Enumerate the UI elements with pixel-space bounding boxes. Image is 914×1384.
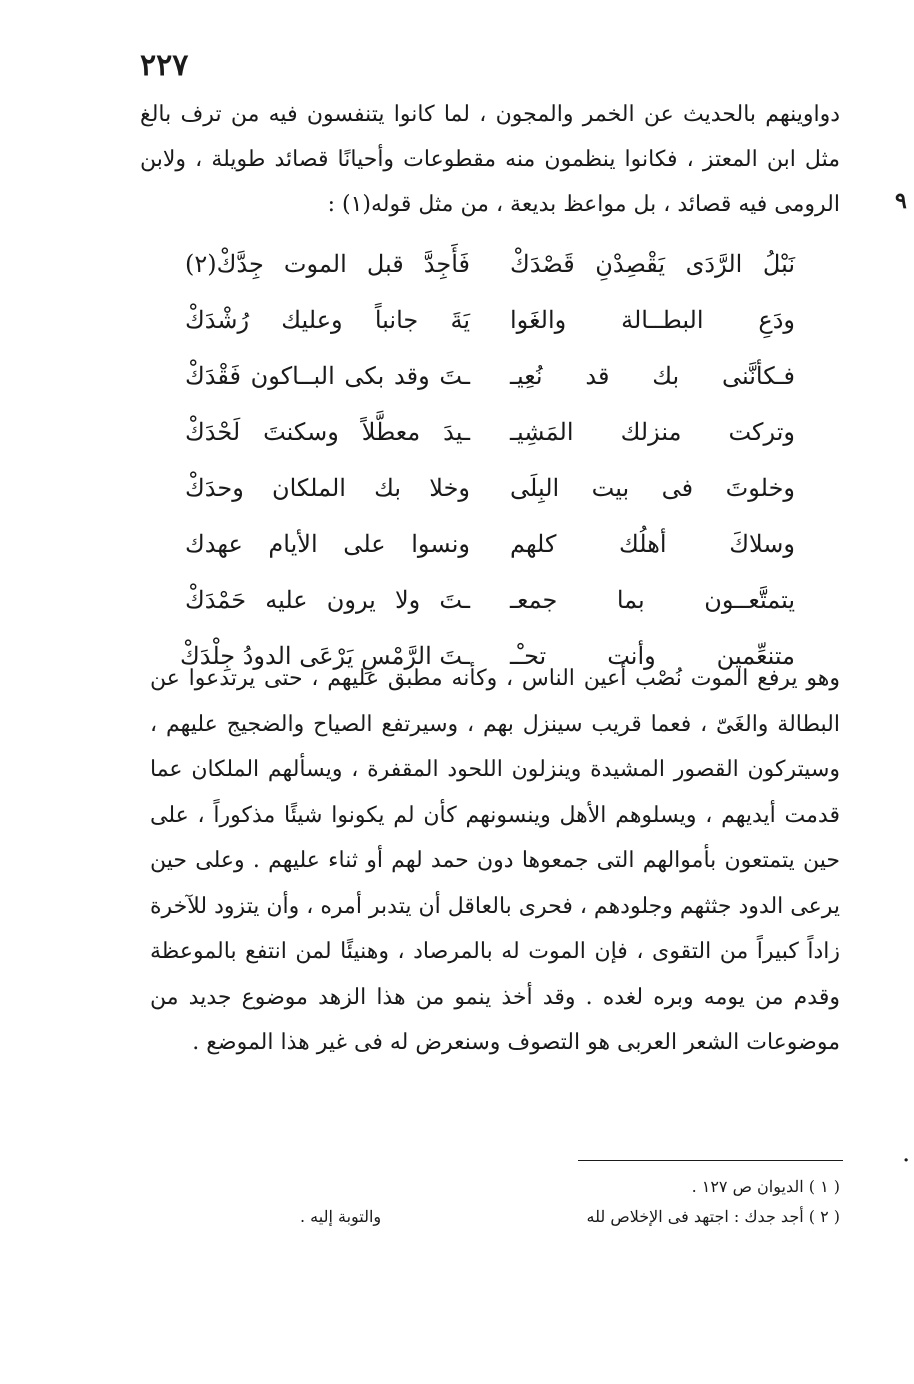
hemistich-second: فَأَجِدَّ قبل الموت جِدَّكْ(٢) [185,250,470,278]
footnotes [300,1172,840,1232]
body-paragraph [150,656,840,1066]
margin-dot: · [903,1150,910,1171]
page-number: ٢٢٧ [140,48,189,83]
hemistich-first: نَبْلُ الرَّدَى يَقْصِدْنِ قَصْدَكْ [510,250,795,278]
hemistich-second: ـيدَ معطَّلاً وسكنتَ لَحْدَكْ [185,418,470,446]
footnote [300,1202,840,1232]
footnote-divider [578,1160,843,1161]
hemistich-first: وتركت منزلك المَشِيـ [510,418,795,446]
footnote-tail: والتوبة إليه . [300,1207,382,1226]
poem-verse [185,348,795,404]
hemistich-second: ونسوا على الأيام عهدك [185,530,470,558]
hemistich-second: ـتَ وقد بكى البــاكون فَقْدَكْ [185,362,470,390]
margin-line-marker: ٩ [895,188,907,214]
hemistich-second: ـتَ ولا يرون عليه حَمْدَكْ [185,586,470,614]
hemistich-first: وسلاكَ أهلُك كلهم [510,530,795,558]
poem-verse [185,460,795,516]
poem-verse [185,292,795,348]
hemistich-second: وخلا بك الملكان وحدَكْ [185,474,470,502]
footnote-text: ( ١ ) الديوان ص ١٢٧ . [691,1177,840,1196]
hemistich-first: وخلوتَ فى بيت البِلَى [510,474,795,502]
hemistich-first: فـكأنَّنى بك قد نُعِيـ [510,362,795,390]
poem-verse [185,516,795,572]
hemistich-second: ـتَ الرَّمْسِ يَرْعَى الدودُ جِلْدَكْ [179,642,470,670]
poem-verse [185,236,795,292]
hemistich-second: يَةَ جانباً وعليك رُشْدَكْ [185,306,470,334]
hemistich-first: متنعِّمين وأنت تحـْـ [510,642,795,670]
intro-paragraph [140,92,840,227]
footnote-text: ( ٢ ) أجد جدك : اجتهد فى الإخلاص لله [586,1207,840,1226]
hemistich-first: ودَعِ البطــالة والغَوا [510,306,795,334]
intro-text: دواوينهم بالحديث عن الخمر والمجون ، لما كانوا يتنفسون فيه من ترف بالغ مثل ابن المعتز ، فكانوا ينظمون منه مقطوعات وأحيانًا قصائد طويلة ، ولابن الرومى فيه قصائد ، بل مواعظ بديعة ، من مثل قوله(١) : [140,102,840,217]
hemistich-first: يتمتَّعــون بما جمعـ [510,586,795,614]
poem-verse [185,572,795,628]
footnote [300,1172,840,1202]
poem-verse [185,404,795,460]
poem [179,236,795,684]
body-text: وهو يرفع الموت نُصْب أعين الناس ، وكأنه مطبق عليهم ، حتى يرتدعوا عن البطالة والغَىّ ، فعما قريب سينزل بهم ، وسيرتفع الصياح والضجيج عليهم ، وسيتركون القصور المشيدة وينزلون اللحود المقفرة ، ويسألهم الملكان عما قدمت أيديهم ، ويسلوهم الأهل وينسونهم كأن لم يكونوا شيئًا مذكوراً ، على حين يتمتعون بأموالهم التى جمعوها دون حمد لهم أو ثناء عليهم . وعلى حين يرعى الدود جثثهم وجلودهم ، فحرى بالعاقل أن يتدبر أمره ، وأن يتزود للآخرة زاداً كبيراً من التقوى ، فإن الموت له بالمرصاد ، وهنيئًا لمن انتفع بالموعظة وقدم من يومه وبره لغده . وقد أخذ ينمو من هذا الزهد موضوع جديد من موضوعات الشعر العربى هو التصوف وسنعرض له فى غير هذا الموضع . [149,666,840,1055]
